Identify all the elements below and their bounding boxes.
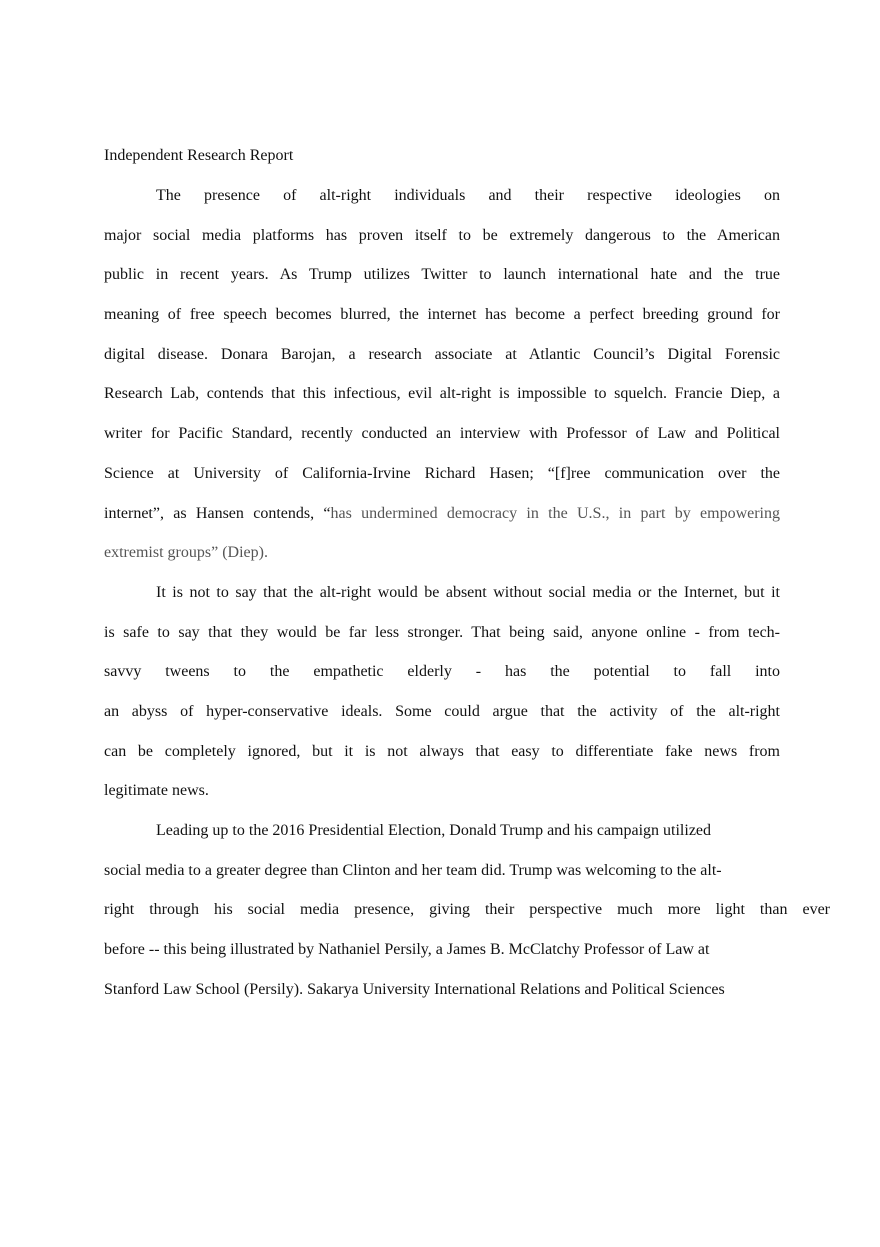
paragraph-1-line-3: public in recent years. As Trump utilizes Twitter to launch international hate and the true [104,266,780,283]
paragraph-3-line-1: Leading up to the 2016 Presidential Election, Donald Trump and his campaign utilized [156,822,712,839]
document-title: Independent Research Report [104,147,294,164]
paragraph-1-line-2: major social media platforms has proven itself to be extremely dangerous to the American [104,227,780,244]
paragraph-1-line-6: Research Lab, contends that this infectious, evil alt-right is impossible to squelch. Francie Diep, a [104,385,780,402]
paragraph-1-line-9 [104,504,780,524]
paragraph-3-line-5: Stanford Law School (Persily). Sakarya University International Relations and Political Sciences [104,981,725,998]
paragraph-3-line-2: social media to a greater degree than Clinton and her team did. Trump was welcoming to the alt- [104,862,722,879]
paragraph-2-line-1: It is not to say that the alt-right would be absent without social media or the Internet, but it [156,584,780,601]
paragraph-1-line-4: meaning of free speech becomes blurred, the internet has become a perfect breeding ground for [104,306,780,323]
quoted-text: has undermined democracy in the U.S., in part by empowering [330,505,780,522]
paragraph-1-line-8: Science at University of California-Irvine Richard Hasen; “[f]ree communication over the [104,465,780,482]
paragraph-1-line-9-lead: internet”, as Hansen contends, “ [104,505,331,522]
paragraph-2-line-6: legitimate news. [104,782,209,799]
paragraph-2-line-3: savvy tweens to the empathetic elderly - has the potential to fall into [104,663,780,680]
paragraph-1-line-1: The presence of alt-right individuals and their respective ideologies on [156,187,780,204]
paragraph-3-line-4: before -- this being illustrated by Nathaniel Persily, a James B. McClatchy Professor of Law at [104,941,710,958]
paragraph-3-line-3: right through his social media presence, giving their perspective much more light than ever [104,901,830,918]
paragraph-1-line-5: digital disease. Donara Barojan, a research associate at Atlantic Council’s Digital Forensic [104,346,780,363]
paragraph-1-line-10: extremist groups” (Diep). [104,544,268,561]
paragraph-1-line-7: writer for Pacific Standard, recently conducted an interview with Professor of Law and Political [104,425,780,442]
paragraph-2-line-2: is safe to say that they would be far less stronger. That being said, anyone online - from tech- [104,624,780,641]
paragraph-2-line-4: an abyss of hyper-conservative ideals. Some could argue that the activity of the alt-right [104,703,780,720]
paragraph-2-line-5: can be completely ignored, but it is not always that easy to differentiate fake news from [104,743,780,760]
